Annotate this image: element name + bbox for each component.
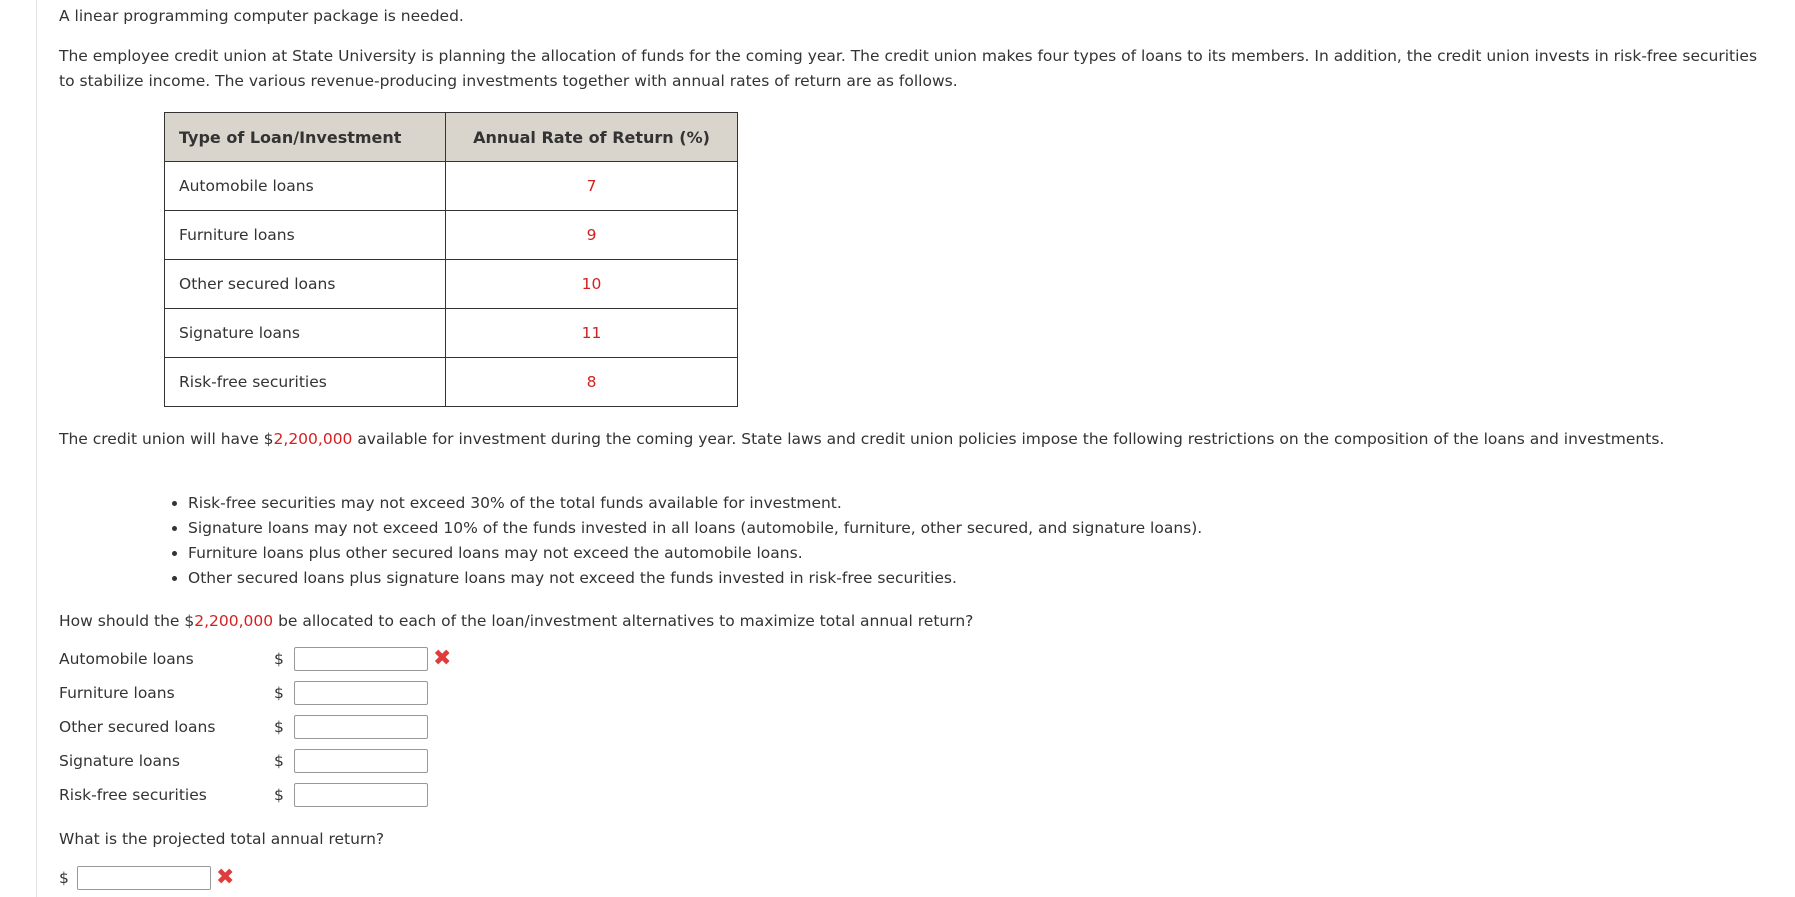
- table-row: [165, 358, 738, 407]
- rate-cell: 7: [446, 162, 738, 211]
- answer-label: Automobile loans: [59, 650, 194, 668]
- problem-description: The employee credit union at State University is planning the allocation of funds for the coming year. The credit union makes four types of loans to its members. In addition, the credit union invests in risk-free securities to stabilize income. The various revenue-producing investments together with annual rates of return are as follows.: [59, 47, 1758, 90]
- funds-amount: 2,200,000: [273, 430, 353, 448]
- answer-row-other-secured: [59, 712, 428, 742]
- currency-symbol: $: [274, 752, 284, 770]
- other-secured-loans-input[interactable]: [294, 715, 428, 739]
- table-row: [165, 260, 738, 309]
- currency-symbol: $: [274, 718, 284, 736]
- allocation-question: [59, 609, 973, 634]
- risk-free-securities-input[interactable]: [294, 783, 428, 807]
- answer-label: Risk-free securities: [59, 786, 207, 804]
- question-text-before: How should the $: [59, 612, 195, 630]
- currency-symbol: $: [274, 650, 284, 668]
- list-item: • Other secured loans plus signature loans may not exceed the funds invested in risk-free securities.: [188, 566, 1202, 591]
- left-margin-rule: [36, 0, 37, 897]
- loan-type-cell: Signature loans: [165, 309, 446, 358]
- header-type: Type of Loan/Investment: [165, 113, 446, 162]
- answer-row-automobile: [59, 644, 451, 674]
- loan-type-cell: Furniture loans: [165, 211, 446, 260]
- question-text-after: be allocated to each of the loan/investment alternatives to maximize total annual return?: [273, 612, 974, 630]
- loan-type-cell: Risk-free securities: [165, 358, 446, 407]
- answer-label: Other secured loans: [59, 718, 216, 736]
- table-row: [165, 162, 738, 211]
- intro-text: A linear programming computer package is needed.: [59, 7, 464, 25]
- question-amount: 2,200,000: [194, 612, 274, 630]
- list-item: • Furniture loans plus other secured loans may not exceed the automobile loans.: [188, 541, 1202, 566]
- answer-row-risk-free: [59, 780, 428, 810]
- restrictions-list: [164, 491, 1202, 591]
- answer-row-furniture: [59, 678, 428, 708]
- funds-text-before: The credit union will have $: [59, 430, 274, 448]
- rate-cell: 8: [446, 358, 738, 407]
- currency-symbol: $: [274, 786, 284, 804]
- answer-row-signature: [59, 746, 428, 776]
- currency-symbol: $: [274, 684, 284, 702]
- total-return-question: What is the projected total annual return?: [59, 830, 385, 848]
- x-mark-icon: ✖: [216, 865, 235, 890]
- table-header-row: [165, 113, 738, 162]
- answer-label: Signature loans: [59, 752, 180, 770]
- x-mark-icon: ✖: [433, 646, 452, 671]
- funds-text-after: available for investment during the coming year. State laws and credit union policies impose the following restrictions on the composition of the loans and investments.: [352, 430, 1665, 448]
- rate-cell: 9: [446, 211, 738, 260]
- rate-cell: 11: [446, 309, 738, 358]
- total-return-input[interactable]: [77, 866, 211, 890]
- header-rate: Annual Rate of Return (%): [446, 113, 738, 162]
- total-return-row: [59, 863, 234, 893]
- answer-label: Furniture loans: [59, 684, 175, 702]
- rate-cell: 10: [446, 260, 738, 309]
- currency-symbol: $: [59, 869, 69, 887]
- loan-type-cell: Automobile loans: [165, 162, 446, 211]
- rates-table: [164, 112, 738, 407]
- list-item: • Risk-free securities may not exceed 30% of the total funds available for investment.: [188, 491, 1202, 516]
- table-row: [165, 211, 738, 260]
- funds-description: [59, 427, 1769, 452]
- furniture-loans-input[interactable]: [294, 681, 428, 705]
- signature-loans-input[interactable]: [294, 749, 428, 773]
- automobile-loans-input[interactable]: [294, 647, 428, 671]
- loan-type-cell: Other secured loans: [165, 260, 446, 309]
- table-row: [165, 309, 738, 358]
- list-item: • Signature loans may not exceed 10% of the funds invested in all loans (automobile, furniture, other secured, and signature loans).: [188, 516, 1202, 541]
